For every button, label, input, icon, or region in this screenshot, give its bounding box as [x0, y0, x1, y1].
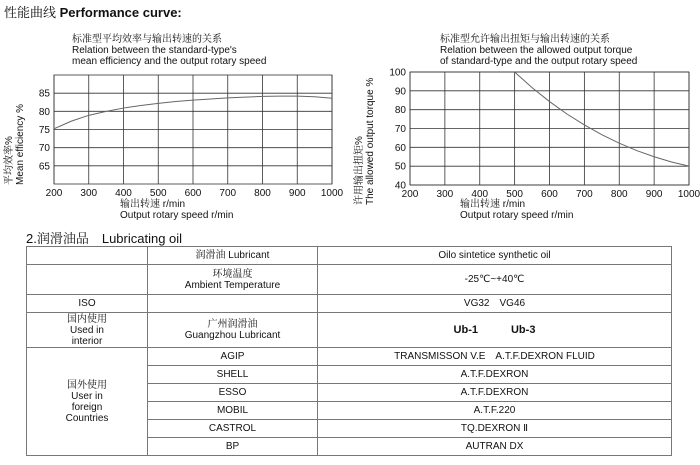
x-tick-label: 900 — [288, 188, 306, 199]
foreign-label-cn: 国外使用 — [67, 379, 107, 391]
chart2-grid — [410, 72, 689, 185]
table-row — [27, 247, 672, 265]
foreign-label-en: foreign — [71, 401, 103, 413]
chart2-xlabel-en: Output rotary speed r/min — [460, 210, 574, 221]
y-tick-label: 80 — [394, 105, 406, 117]
x-tick-label: 600 — [541, 189, 558, 200]
chart2-xlabel-cn: 输出转速 r/min — [460, 199, 525, 210]
x-tick-label: 700 — [576, 189, 593, 200]
oil-cell: TQ.DEXRON Ⅱ — [318, 420, 672, 438]
domestic-oil: Ub-1 Ub-3 — [318, 313, 672, 348]
oil-cell: A.T.F.DEXRON — [318, 366, 672, 384]
oil-cell: A.T.F.220 — [318, 402, 672, 420]
chart2-caption-line: Relation between the allowed output torque — [440, 45, 633, 56]
iso-value: VG32 VG46 — [318, 295, 672, 313]
page-heading — [4, 2, 182, 21]
table-row — [27, 313, 672, 348]
chart1-caption-line: 标准型平均效率与输出转速的关系 — [72, 34, 222, 45]
x-tick-label: 800 — [254, 188, 271, 199]
y-tick-label: 65 — [38, 161, 50, 173]
x-tick-label: 200 — [45, 188, 63, 199]
lubricant-header: 润滑油 Lubricant — [148, 247, 318, 265]
x-tick-label: 500 — [149, 188, 167, 199]
chart1-grid — [54, 75, 332, 184]
lubricating-section-title: 2.润滑油品 Lubricating oil — [26, 231, 183, 246]
brand-cell: BP — [148, 438, 318, 456]
brand-cell: ESSO — [148, 384, 318, 402]
x-tick-label: 1000 — [320, 188, 344, 199]
y-tick-label: 75 — [38, 125, 50, 136]
chart2-xlabel — [460, 199, 573, 221]
x-tick-label: 300 — [436, 189, 454, 200]
chart1-ylabel-en: Mean efficiency % — [15, 104, 26, 185]
chart1-caption-line: Relation between the standard-type's — [72, 45, 237, 56]
x-tick-label: 600 — [184, 188, 202, 199]
y-tick-label: 100 — [389, 67, 406, 79]
chart1-xlabel-en: Output rotary speed r/min — [120, 210, 234, 221]
domestic-brand-en: Guangzhou Lubricant — [184, 330, 281, 341]
domestic-label-en: interior — [71, 335, 103, 347]
x-tick-label: 900 — [645, 189, 663, 200]
chart1-ylabel-cn: 平均效率% — [4, 136, 15, 185]
chart1-caption-line: mean efficiency and the output rotary speed — [72, 56, 267, 67]
chart1-ylabel — [4, 104, 26, 185]
table-cell — [27, 265, 148, 295]
domestic-brand-cn: 广州润滑油 — [207, 319, 258, 330]
oil-cell: AUTRAN DX — [318, 438, 672, 456]
chart1-xlabel — [120, 199, 233, 221]
foreign-label-en: User in — [71, 390, 103, 402]
y-tick-label: 40 — [394, 180, 406, 192]
domestic-label — [27, 313, 148, 348]
chart2-caption-line: of standard-type and the output rotary speed — [440, 56, 638, 67]
ambient-label-en: Ambient Temperature — [184, 279, 281, 291]
foreign-label-en: Countries — [65, 412, 109, 424]
oil-header: Oilo sintetice synthetic oil — [318, 247, 672, 265]
domestic-label-cn: 国内使用 — [67, 313, 107, 325]
brand-cell: CASTROL — [148, 420, 318, 438]
lubricating-table — [26, 246, 672, 456]
table-cell — [27, 247, 148, 265]
x-tick-label: 400 — [471, 189, 489, 200]
y-tick-label: 50 — [394, 161, 406, 173]
x-tick-label: 1000 — [677, 189, 700, 200]
ambient-label-cn: 环境温度 — [212, 268, 253, 280]
chart2-caption-line: 标准型允许输出扭矩与输出转速的关系 — [440, 34, 610, 45]
y-tick-label: 85 — [38, 88, 50, 100]
x-tick-label: 800 — [610, 189, 628, 200]
x-tick-label: 500 — [506, 189, 523, 200]
efficiency-chart — [0, 60, 345, 200]
domestic-brand — [148, 313, 318, 348]
ambient-label — [148, 265, 318, 295]
chart2-ylabel — [354, 78, 376, 205]
chart2-series-line — [515, 72, 689, 166]
x-tick-label: 700 — [219, 188, 237, 199]
table-row — [27, 348, 672, 366]
oil-cell: A.T.F.DEXRON — [318, 384, 672, 402]
y-tick-label: 90 — [394, 86, 406, 98]
x-tick-label: 400 — [115, 188, 132, 199]
table-cell — [148, 295, 318, 313]
y-tick-label: 80 — [38, 106, 50, 118]
brand-cell: MOBIL — [148, 402, 318, 420]
domestic-label-en: Used in — [70, 324, 104, 336]
foreign-label — [27, 348, 148, 456]
x-tick-label: 300 — [80, 188, 98, 199]
oil-cell: TRANSMISSON V.E A.T.F.DEXRON FLUID — [318, 348, 672, 366]
y-tick-label: 60 — [394, 142, 406, 154]
y-tick-label: 70 — [38, 143, 50, 155]
chart2-ylabel-en: The allowed output torque % — [365, 77, 376, 205]
chart2-ylabel-cn: 许用输出扭矩% — [354, 136, 365, 205]
heading-en: Performance curve: — [59, 5, 182, 20]
brand-cell: SHELL — [148, 366, 318, 384]
heading-cn: 性能曲线 — [4, 5, 57, 20]
y-tick-label: 70 — [394, 124, 406, 135]
table-row — [27, 295, 672, 313]
ambient-value: -25℃~+40℃ — [318, 265, 672, 295]
chart1-xlabel-cn: 输出转速 r/min — [120, 199, 185, 210]
iso-label: ISO — [27, 295, 148, 313]
torque-chart — [355, 60, 700, 200]
table-row — [27, 265, 672, 295]
brand-cell: AGIP — [148, 348, 318, 366]
x-tick-label: 200 — [401, 189, 419, 200]
